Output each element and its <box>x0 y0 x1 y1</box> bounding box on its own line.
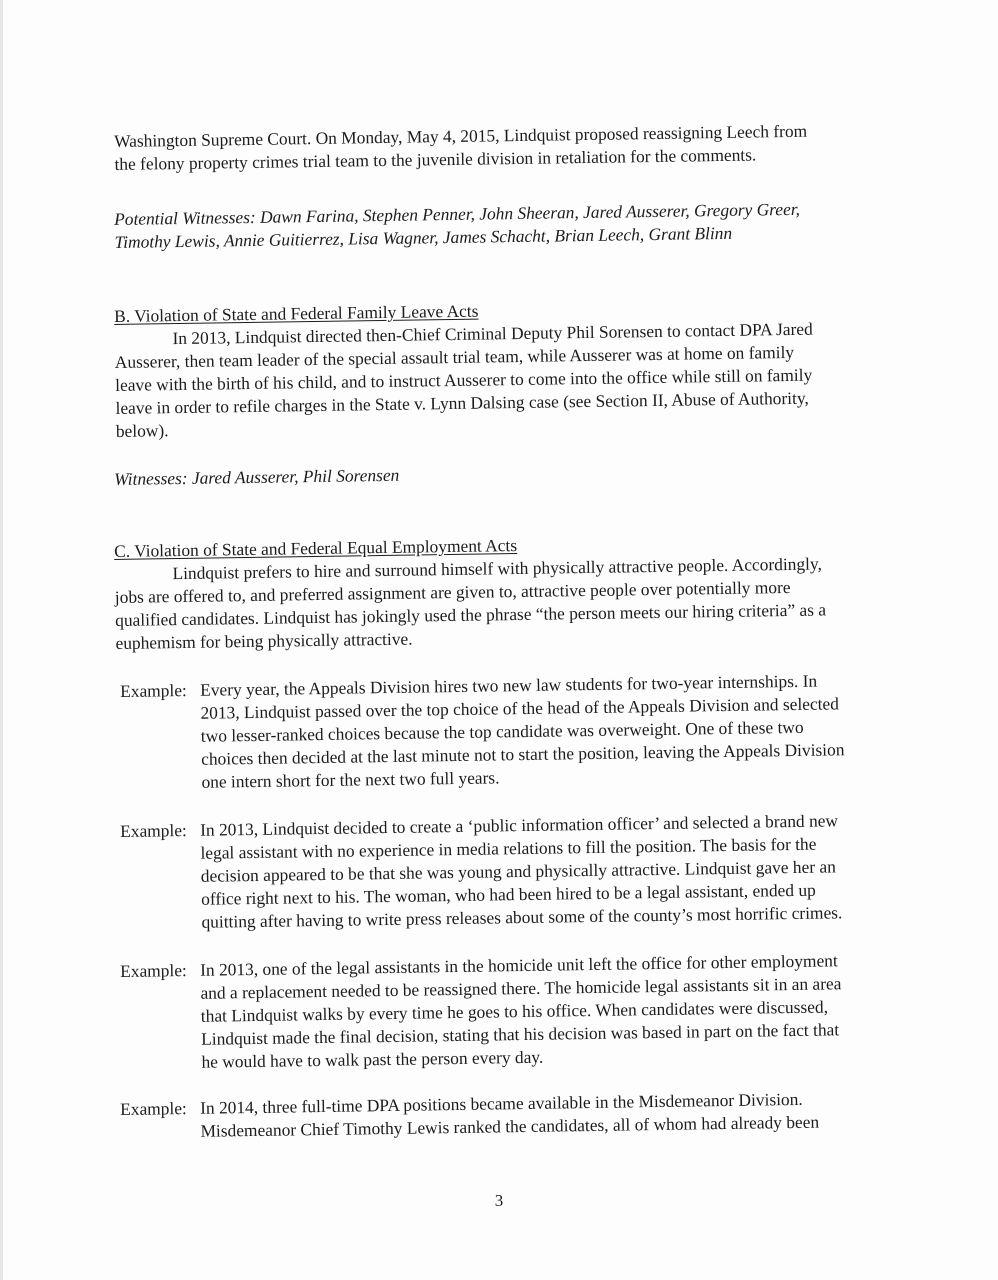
example-line: quitting after having to write press releases about some of the county’s most horrific crimes. <box>201 902 843 932</box>
section-c <box>114 529 886 655</box>
example-line: 2013, Lindquist passed over the top choice of the head of the Appeals Division and selected <box>200 693 840 723</box>
example-3 <box>120 948 902 1075</box>
example-label: Example: <box>120 960 187 981</box>
section-c-line: qualified candidates. Lindquist has jokingly used the phrase “the person meets our hiring criteria” as a <box>115 599 827 630</box>
example-4 <box>120 1086 901 1144</box>
section-c-line: Lindquist prefers to hire and surround himself with physically attractive people. Accordingly, <box>172 553 822 584</box>
section-b-line: Ausserer, then team leader of the special assault trial team, while Ausserer was at home on family <box>114 341 795 372</box>
example-line: In 2013, Lindquist decided to create a ‘public information officer’ and selected a brand new <box>200 810 839 840</box>
example-line: that Lindquist walks by every time he goes to his office. When candidates were discussed, <box>200 996 829 1026</box>
paragraph-line: Washington Supreme Court. On Monday, May 4, 2015, Lindquist proposed reassigning Leech from <box>114 120 808 151</box>
example-line: office right next to his. The woman, who had been hired to be a legal assistant, ended up <box>201 879 816 909</box>
example-line: choices then decided at the last minute not to start the position, leaving the Appeals Division <box>201 739 845 769</box>
section-c-line: jobs are offered to, and preferred assignment are given to, attractive people over potentially more <box>114 576 791 607</box>
example-label: Example: <box>120 1098 187 1119</box>
example-line: Misdemeanor Chief Timothy Lewis ranked the candidates, all of whom had already been <box>200 1111 820 1141</box>
section-b-heading: B. Violation of State and Federal Family Leave Acts <box>114 300 479 326</box>
example-line: and a replacement needed to be reassigned there. The homicide legal assistants sit in an area <box>200 973 842 1003</box>
example-line: In 2014, three full-time DPA positions became available in the Misdemeanor Division. <box>200 1088 803 1118</box>
paragraph-top <box>114 119 885 176</box>
example-line: Every year, the Appeals Division hires two new law students for two-year internships. In <box>200 670 818 700</box>
section-b-line: leave in order to refile charges in the State v. Lynn Dalsing case (see Section II, Abuse of Authority, <box>115 387 809 418</box>
section-c-line: euphemism for being physically attractive. <box>115 628 413 653</box>
section-b-line: In 2013, Lindquist directed then-Chief Criminal Deputy Phil Sorensen to contact DPA Jared <box>172 318 813 349</box>
example-label: Example: <box>120 820 187 841</box>
section-c-heading: C. Violation of State and Federal Equal Employment Acts <box>114 535 518 561</box>
page-number: 3 <box>494 1191 504 1210</box>
example-line: two lesser-ranked choices because the top candidate was overweight. One of these two <box>200 716 804 746</box>
section-b <box>114 294 886 443</box>
section-b-witnesses <box>114 457 884 491</box>
example-label: Example: <box>120 680 187 701</box>
example-1 <box>120 668 902 795</box>
section-b-line: below). <box>115 420 169 441</box>
example-line: In 2013, one of the legal assistants in the homicide unit left the office for other employment <box>200 950 838 980</box>
paragraph-line: the felony property crimes trial team to the juvenile division in retaliation for the comments. <box>114 144 757 174</box>
example-line: decision appeared to be that she was young and physically attractive. Lindquist gave her an <box>200 856 836 886</box>
scan-edge <box>0 0 3 1280</box>
example-line: Lindquist made the final decision, stating that his decision was based in part on the fact that <box>201 1019 840 1049</box>
witnesses-line: Witnesses: Jared Ausserer, Phil Sorensen <box>114 464 400 489</box>
example-line: one intern short for the next two full years. <box>201 767 500 792</box>
witnesses-line: Potential Witnesses: Dawn Farina, Stephen Penner, John Sheeran, Jared Ausserer, Gregory Greer, <box>114 198 801 229</box>
section-b-line: leave with the birth of his child, and to instruct Ausserer to come into the office while still on family <box>115 364 813 395</box>
potential-witnesses <box>114 197 885 254</box>
witnesses-line: Timothy Lewis, Annie Guitierrez, Lisa Wagner, James Schacht, Brian Leech, Grant Blinn <box>114 222 733 252</box>
example-line: legal assistant with no experience in media relations to fill the position. The basis for the <box>200 833 817 863</box>
example-2 <box>120 808 902 935</box>
example-line: he would have to walk past the person every day. <box>201 1046 544 1072</box>
